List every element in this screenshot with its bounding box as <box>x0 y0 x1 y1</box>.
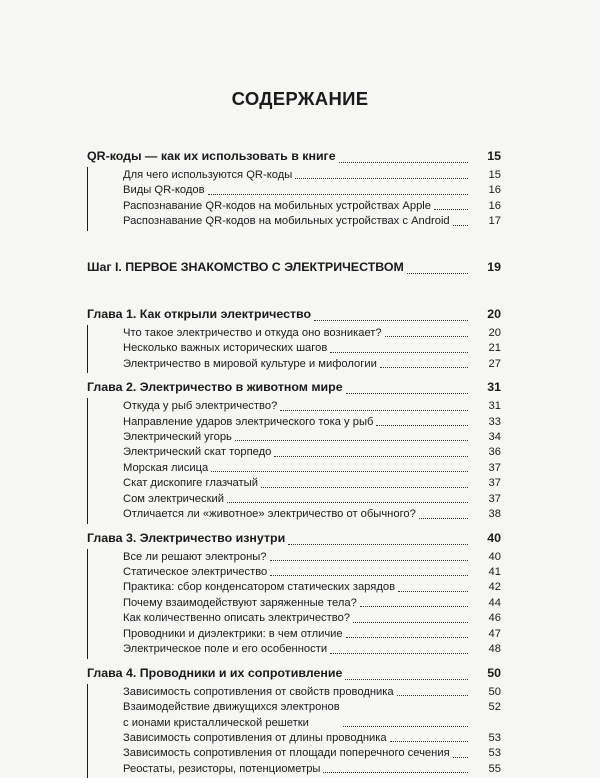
section-title: Глава 2. Электричество в животном мире <box>87 380 343 395</box>
section-title: Шаг I. ПЕРВОЕ ЗНАКОМСТВО С ЭЛЕКТРИЧЕСТВОМ <box>87 259 404 274</box>
entry-page-number: 44 <box>488 596 501 609</box>
entry-page-number: 37 <box>488 492 501 505</box>
entry-title: Что такое электричество и откуда оно возникает? <box>123 326 382 339</box>
toc-entry[interactable] <box>123 326 501 341</box>
leader-dots <box>343 726 468 727</box>
leader-dots <box>345 679 468 680</box>
entry-page-number: 53 <box>488 731 501 744</box>
section-page-number: 50 <box>487 665 501 680</box>
leader-dots <box>314 320 468 321</box>
entry-page-number: 50 <box>488 685 501 698</box>
entry-title: Электричество в мировой культуре и мифологии <box>123 357 377 370</box>
toc-entry[interactable] <box>123 731 501 746</box>
entry-page-number: 20 <box>488 326 501 339</box>
entry-page-number: 33 <box>488 415 501 428</box>
section-entries <box>87 549 501 659</box>
entry-page-number: 15 <box>488 169 501 181</box>
entry-title: Проводники и диэлектрики: в чем отличие <box>123 627 343 640</box>
leader-dots <box>330 653 468 654</box>
section-title: QR-коды — как их использовать в книге <box>87 149 336 163</box>
table-of-contents <box>87 146 501 778</box>
leader-dots <box>274 456 468 457</box>
section-title: Глава 3. Электричество изнутри <box>87 530 286 545</box>
leader-dots <box>261 487 468 488</box>
entry-title: Сом электрический <box>123 492 224 505</box>
toc-section <box>87 377 501 524</box>
entry-title: Как количественно описать электричество? <box>123 612 351 625</box>
entry-title: Виды QR-кодов <box>123 184 205 197</box>
leader-dots <box>280 410 468 411</box>
toc-entry[interactable] <box>123 415 501 430</box>
entry-title: Для чего используются QR-коды <box>123 169 293 181</box>
toc-section <box>87 528 501 659</box>
entry-title: Почему взаимодействуют заряженные тела? <box>123 596 357 609</box>
leader-dots <box>346 637 468 638</box>
toc-section <box>87 146 501 231</box>
leader-dots <box>390 741 468 742</box>
toc-entry[interactable] <box>123 214 501 229</box>
leader-dots <box>227 502 468 503</box>
entry-page-number: 17 <box>488 215 501 228</box>
entry-title: Отличается ли «животное» электричество от обычного? <box>123 508 416 521</box>
toc-entry[interactable] <box>123 565 501 580</box>
section-page-number: 15 <box>487 149 501 163</box>
entry-page-number: 31 <box>488 400 501 413</box>
entry-page-number: 34 <box>488 430 501 443</box>
leader-dots <box>453 757 468 758</box>
leader-dots <box>339 162 468 163</box>
entry-page-number: 40 <box>488 550 501 563</box>
leader-dots <box>380 367 468 368</box>
entry-page-number: 21 <box>488 342 501 355</box>
leader-dots <box>376 425 468 426</box>
toc-section <box>87 663 501 778</box>
section-entries <box>87 325 501 373</box>
leader-dots <box>211 471 468 472</box>
entry-page-number: 47 <box>488 627 501 640</box>
entry-title: Направление ударов электрического тока у рыб <box>123 415 374 428</box>
entry-title: Статическое электричество <box>123 566 268 578</box>
section-heading[interactable] <box>87 663 501 684</box>
entry-page-number: 16 <box>488 184 501 197</box>
section-title: Глава 4. Проводники и их сопротивление <box>87 665 343 680</box>
leader-dots <box>288 544 468 545</box>
leader-dots <box>346 393 468 394</box>
entry-page-number: 52 <box>488 701 501 714</box>
section-page-number: 31 <box>487 380 501 395</box>
leader-dots <box>397 695 468 696</box>
leader-dots <box>330 352 468 353</box>
toc-entry[interactable] <box>123 430 501 445</box>
entry-page-number: 37 <box>488 461 501 474</box>
entry-title: Откуда у рыб электричество? <box>123 400 278 413</box>
section-spacer <box>87 231 501 257</box>
section-spacer <box>87 278 501 304</box>
section-entries <box>87 684 501 778</box>
entry-title: Все ли решают электроны? <box>123 550 267 563</box>
leader-dots <box>270 560 468 561</box>
leader-dots <box>270 575 468 576</box>
entry-page-number: 53 <box>488 747 501 760</box>
section-entries <box>87 398 501 524</box>
toc-section <box>87 257 501 278</box>
toc-entry[interactable] <box>123 476 501 491</box>
entry-title: Скат дископиге глазчатый <box>123 477 258 490</box>
toc-entry[interactable] <box>123 507 501 522</box>
toc-entry[interactable] <box>123 183 501 198</box>
entry-title: Электрический скат торпедо <box>123 446 272 459</box>
toc-entry[interactable] <box>123 199 501 214</box>
entry-title: Электрический угорь <box>123 430 232 443</box>
entry-page-number: 55 <box>488 762 501 775</box>
entry-title: Зависимость сопротивления от свойств проводника <box>123 685 394 698</box>
toc-section <box>87 304 501 373</box>
section-page-number: 20 <box>487 306 501 321</box>
leader-dots <box>398 591 468 592</box>
toc-entry[interactable] <box>123 611 501 626</box>
section-page-number: 19 <box>487 259 501 274</box>
entry-title: Распознавание QR-кодов на мобильных устройствах Apple <box>123 199 431 212</box>
toc-entry[interactable] <box>123 627 501 642</box>
toc-entry[interactable] <box>123 550 501 565</box>
entry-page-number: 27 <box>488 357 501 370</box>
toc-entry[interactable] <box>123 596 501 611</box>
toc-entry[interactable] <box>123 746 501 761</box>
toc-entry[interactable] <box>123 685 501 700</box>
section-title: Глава 1. Как открыли электричество <box>87 306 312 321</box>
leader-dots <box>407 273 468 274</box>
entry-title: Зависимость сопротивления от площади поперечного сечения <box>123 747 450 760</box>
entry-page-number: 42 <box>488 581 501 594</box>
page-title: СОДЕРЖАНИЕ <box>231 88 369 109</box>
section-heading[interactable] <box>87 257 501 278</box>
entry-title: Несколько важных исторических шагов <box>123 342 328 355</box>
toc-entry[interactable] <box>123 580 501 595</box>
leader-dots <box>360 606 468 607</box>
entry-page-number: 48 <box>488 643 501 656</box>
entry-title: Электрическое поле и его особенности <box>123 643 328 656</box>
entry-title: Реостаты, резисторы, потенциометры <box>123 762 321 775</box>
entry-page-number: 16 <box>488 199 501 212</box>
leader-dots <box>385 336 468 337</box>
leader-dots <box>235 440 468 441</box>
toc-entry[interactable] <box>123 461 501 476</box>
section-heading[interactable] <box>87 304 501 325</box>
entry-page-number: 38 <box>488 508 501 521</box>
toc-entry[interactable] <box>123 700 501 731</box>
toc-entry[interactable] <box>123 168 501 183</box>
toc-entry[interactable] <box>123 762 501 777</box>
section-heading[interactable] <box>87 377 501 398</box>
toc-entry[interactable] <box>123 492 501 507</box>
entry-title: Распознавание QR-кодов на мобильных устройствах с Android <box>123 215 450 228</box>
toc-entry[interactable] <box>123 357 501 372</box>
leader-dots <box>453 225 468 226</box>
entry-page-number: 41 <box>488 566 501 578</box>
leader-dots <box>295 178 468 179</box>
leader-dots <box>434 209 468 210</box>
entry-title: Взаимодействие движущихся электронов с ионами кристаллической решетки <box>123 701 340 729</box>
entry-page-number: 37 <box>488 477 501 490</box>
leader-dots <box>419 518 468 519</box>
toc-entry[interactable] <box>123 445 501 460</box>
toc-entry[interactable] <box>123 341 501 356</box>
entry-title: Зависимость сопротивления от длины проводника <box>123 731 387 744</box>
entry-title: Практика: сбор конденсатором статических зарядов <box>123 581 396 594</box>
toc-entry[interactable] <box>123 399 501 414</box>
entry-title: Морская лисица <box>123 461 209 474</box>
entry-page-number: 46 <box>488 612 501 625</box>
section-entries <box>87 167 501 231</box>
section-page-number: 40 <box>487 530 501 545</box>
section-heading[interactable] <box>87 528 501 549</box>
toc-entry[interactable] <box>123 642 501 657</box>
leader-dots <box>323 772 468 773</box>
section-heading[interactable] <box>87 146 501 167</box>
leader-dots <box>353 622 468 623</box>
leader-dots <box>208 194 468 195</box>
entry-page-number: 36 <box>488 446 501 459</box>
